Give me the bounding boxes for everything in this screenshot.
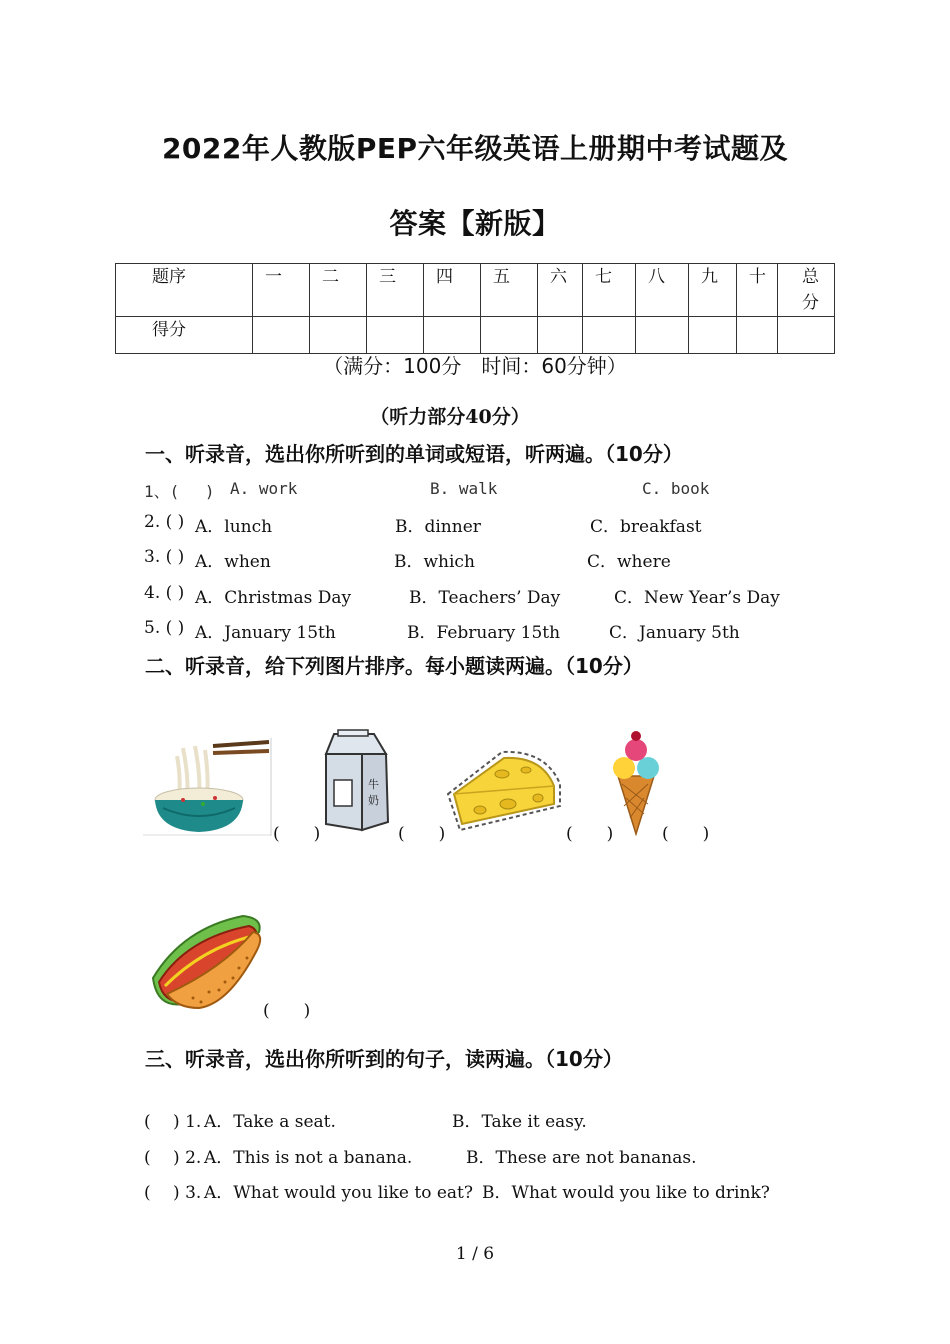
exam-info: （满分：100分 时间：60分钟） [323,354,627,378]
score-cell-label: 题序 [116,264,253,317]
ice-cream-picture [608,728,662,836]
q2-option-b: B．dinner [395,517,481,537]
s3-q2-option-b: B．These are not bananas. [466,1148,697,1168]
q5-option-b: B．February 15th [407,623,561,643]
s3-q3-option-a: A．What would you like to eat? [204,1183,473,1203]
q4-option-b: B．Teachers’ Day [409,588,561,608]
s3-q1-option-a: A．Take a seat. [204,1112,336,1132]
score-cell-4: 四 [424,264,481,317]
q2-option-c: C．breakfast [590,517,702,537]
picture-1-blank[interactable]: ( ) [273,824,321,844]
score-blank[interactable] [481,317,538,354]
page-number: 1 / 6 [455,1244,495,1264]
q5-number: 5. ( ) [144,618,185,638]
document-title-line-2: 答案【新版】 [389,207,561,240]
q4-option-a: A．Christmas Day [195,588,352,608]
score-cell-10: 十 [737,264,778,317]
score-cell-6: 六 [538,264,583,317]
score-blank[interactable] [737,317,778,354]
s3-q3-option-b: B．What would you like to drink? [482,1183,770,1203]
score-cell-3: 三 [367,264,424,317]
score-table [115,263,835,354]
q1-option-c: C. book [642,479,710,498]
picture-2-blank[interactable]: ( ) [398,824,446,844]
hot-dog-picture [143,908,267,1014]
q5-option-a: A．January 15th [195,623,336,643]
score-cell-total: 总分 [778,264,835,317]
picture-3-blank[interactable]: ( ) [566,824,614,844]
q3-number: 3. ( ) [144,547,185,567]
section-2-heading: 二、听录音，给下列图片排序。每小题读两遍。（10分） [145,654,643,678]
q5-option-c: C．January 5th [609,623,740,643]
score-blank[interactable] [367,317,424,354]
q1-number: 1、( ) [144,482,215,501]
cheese-picture [442,744,566,834]
score-cell-1: 一 [253,264,310,317]
score-cell-7: 七 [583,264,636,317]
s3-q1-option-b: B．Take it easy. [452,1112,587,1132]
score-blank[interactable] [778,317,835,354]
picture-4-blank[interactable]: ( ) [662,824,710,844]
s3-q2-option-a: A．This is not a banana. [204,1148,413,1168]
s3-q2-number: ( ) 2. [144,1148,202,1168]
q3-option-b: B．which [394,552,475,572]
q4-number: 4. ( ) [144,583,185,603]
q1-option-a: A. work [230,479,298,498]
score-blank[interactable] [538,317,583,354]
milk-label-char-1: 牛 [368,778,379,791]
score-row-label: 得分 [116,317,253,354]
q4-option-c: C．New Year’s Day [614,588,780,608]
q2-option-a: A．lunch [195,517,273,537]
s3-q1-number: ( ) 1. [144,1112,202,1132]
s3-q3-number: ( ) 3. [144,1183,202,1203]
score-cell-5: 五 [481,264,538,317]
document-title-line-1: 2022年人教版PEP六年级英语上册期中考试题及 [161,132,789,165]
q2-number: 2. ( ) [144,512,185,532]
score-blank[interactable] [253,317,310,354]
listening-header: （听力部分40分） [370,406,530,428]
score-blank[interactable] [636,317,689,354]
score-cell-2: 二 [310,264,367,317]
milk-label-char-2: 奶 [368,794,379,807]
noodles-picture [143,738,273,836]
section-1-heading: 一、听录音，选出你所听到的单词或短语，听两遍。（10分） [145,442,683,466]
score-blank[interactable] [424,317,481,354]
score-blank[interactable] [689,317,737,354]
milk-carton-picture [322,726,392,834]
score-cell-9: 九 [689,264,737,317]
score-table-score-row [116,317,835,354]
score-blank[interactable] [583,317,636,354]
score-blank[interactable] [310,317,367,354]
score-cell-8: 八 [636,264,689,317]
section-3-heading: 三、听录音，选出你所听到的句子，读两遍。（10分） [145,1047,623,1071]
q1-option-b: B. walk [430,479,498,498]
score-table-header-row [116,264,835,317]
picture-5-blank[interactable]: ( ) [263,1001,311,1021]
q3-option-a: A．when [195,552,271,572]
q3-option-c: C．where [587,552,671,572]
